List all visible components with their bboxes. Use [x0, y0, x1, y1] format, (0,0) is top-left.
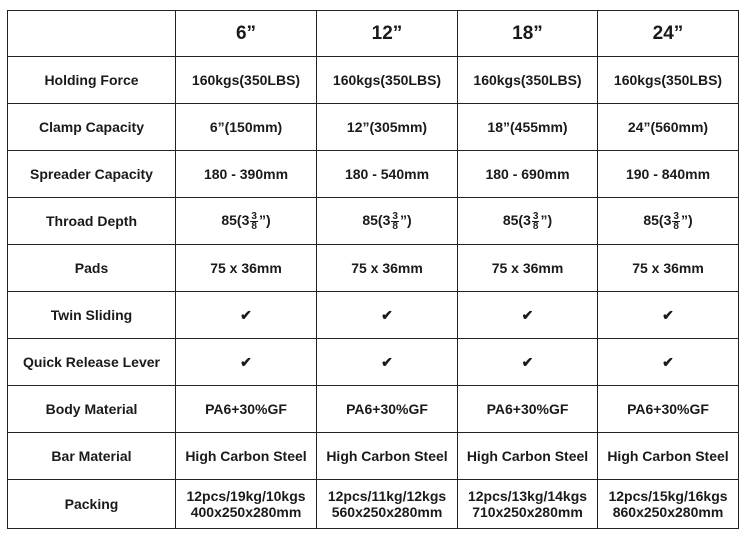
row-label: Holding Force: [8, 57, 176, 104]
check-icon: ✔: [176, 339, 317, 386]
table-cell: 190 - 840mm: [598, 151, 739, 198]
table-cell: [458, 198, 598, 245]
packing-line-2: 560x250x280mm: [331, 504, 443, 520]
table-row: [8, 198, 739, 245]
packing-line-1: 12pcs/11kg/12kgs: [327, 488, 447, 504]
depth-value-prefix: 85(3: [362, 211, 391, 228]
packing-line-2: 860x250x280mm: [612, 504, 724, 520]
check-icon: ✔: [458, 292, 598, 339]
table-cell: [317, 198, 458, 245]
fraction-numerator: 3: [532, 210, 539, 222]
depth-value-suffix: ”): [680, 211, 693, 228]
table-cell: 18”(455mm): [458, 104, 598, 151]
packing-line-1: 12pcs/19kg/10kgs: [186, 488, 306, 504]
fraction: [532, 212, 540, 231]
row-label: Pads: [8, 245, 176, 292]
row-label: Throad Depth: [8, 198, 176, 245]
depth-value-prefix: 85(3: [221, 211, 250, 228]
row-label: Packing: [8, 480, 176, 529]
check-icon: ✔: [317, 292, 458, 339]
table-row: [8, 151, 739, 198]
table-cell: 75 x 36mm: [176, 245, 317, 292]
fraction: [391, 212, 399, 231]
table-cell: [598, 480, 739, 529]
table-row: [8, 57, 739, 104]
row-label: Clamp Capacity: [8, 104, 176, 151]
row-label: Bar Material: [8, 433, 176, 480]
packing-line-1: 12pcs/13kg/14kgs: [467, 488, 588, 504]
check-icon: ✔: [598, 292, 739, 339]
spec-table: [7, 10, 739, 529]
table-cell: 160kgs(350LBS): [176, 57, 317, 104]
header-size-12: 12”: [317, 11, 458, 57]
table-row: [8, 104, 739, 151]
row-label: Twin Sliding: [8, 292, 176, 339]
fraction: [250, 212, 258, 231]
table-cell: [458, 480, 598, 529]
row-label: Quick Release Lever: [8, 339, 176, 386]
depth-value-suffix: ”): [258, 211, 271, 228]
table-cell: [598, 198, 739, 245]
fraction-denominator: 8: [251, 220, 257, 232]
table-cell: 160kgs(350LBS): [598, 57, 739, 104]
check-icon: ✔: [176, 292, 317, 339]
table-row: [8, 433, 739, 480]
table-row: [8, 245, 739, 292]
header-row: [8, 11, 739, 57]
fraction-numerator: 3: [251, 210, 257, 222]
header-corner-cell: [8, 11, 176, 57]
table-cell: 160kgs(350LBS): [317, 57, 458, 104]
table-cell: 75 x 36mm: [458, 245, 598, 292]
table-row: [8, 292, 739, 339]
check-icon: ✔: [317, 339, 458, 386]
table-cell: 6”(150mm): [176, 104, 317, 151]
table-cell: [176, 480, 317, 529]
header-size-18: 18”: [458, 11, 598, 57]
fraction-denominator: 8: [392, 220, 398, 232]
table-cell: 180 - 690mm: [458, 151, 598, 198]
table-cell: PA6+30%GF: [598, 386, 739, 433]
depth-value-suffix: ”): [399, 211, 412, 228]
table-cell: 160kgs(350LBS): [458, 57, 598, 104]
row-label: Spreader Capacity: [8, 151, 176, 198]
depth-value-suffix: ”): [540, 211, 553, 228]
table-cell: High Carbon Steel: [598, 433, 739, 480]
fraction-denominator: 8: [532, 220, 539, 232]
fraction-numerator: 3: [392, 210, 398, 222]
check-icon: ✔: [458, 339, 598, 386]
table-cell: PA6+30%GF: [317, 386, 458, 433]
table-cell: 75 x 36mm: [598, 245, 739, 292]
fraction-numerator: 3: [673, 210, 679, 222]
spec-table-container: [7, 10, 738, 529]
header-size-24: 24”: [598, 11, 739, 57]
packing-line-1: 12pcs/15kg/16kgs: [608, 488, 728, 504]
table-cell: 75 x 36mm: [317, 245, 458, 292]
table-cell: [317, 480, 458, 529]
table-cell: [176, 198, 317, 245]
table-row: [8, 480, 739, 529]
table-cell: High Carbon Steel: [176, 433, 317, 480]
depth-value-prefix: 85(3: [502, 211, 531, 228]
fraction-denominator: 8: [673, 220, 679, 232]
table-cell: 180 - 540mm: [317, 151, 458, 198]
table-cell: 180 - 390mm: [176, 151, 317, 198]
depth-value-prefix: 85(3: [643, 211, 672, 228]
check-icon: ✔: [598, 339, 739, 386]
packing-line-2: 710x250x280mm: [472, 504, 583, 520]
packing-line-2: 400x250x280mm: [190, 504, 302, 520]
fraction: [672, 212, 680, 231]
table-row: [8, 339, 739, 386]
table-row: [8, 386, 739, 433]
table-cell: PA6+30%GF: [176, 386, 317, 433]
table-cell: High Carbon Steel: [317, 433, 458, 480]
row-label: Body Material: [8, 386, 176, 433]
table-cell: High Carbon Steel: [458, 433, 598, 480]
table-cell: PA6+30%GF: [458, 386, 598, 433]
header-size-6: 6”: [176, 11, 317, 57]
table-cell: 24”(560mm): [598, 104, 739, 151]
table-cell: 12”(305mm): [317, 104, 458, 151]
